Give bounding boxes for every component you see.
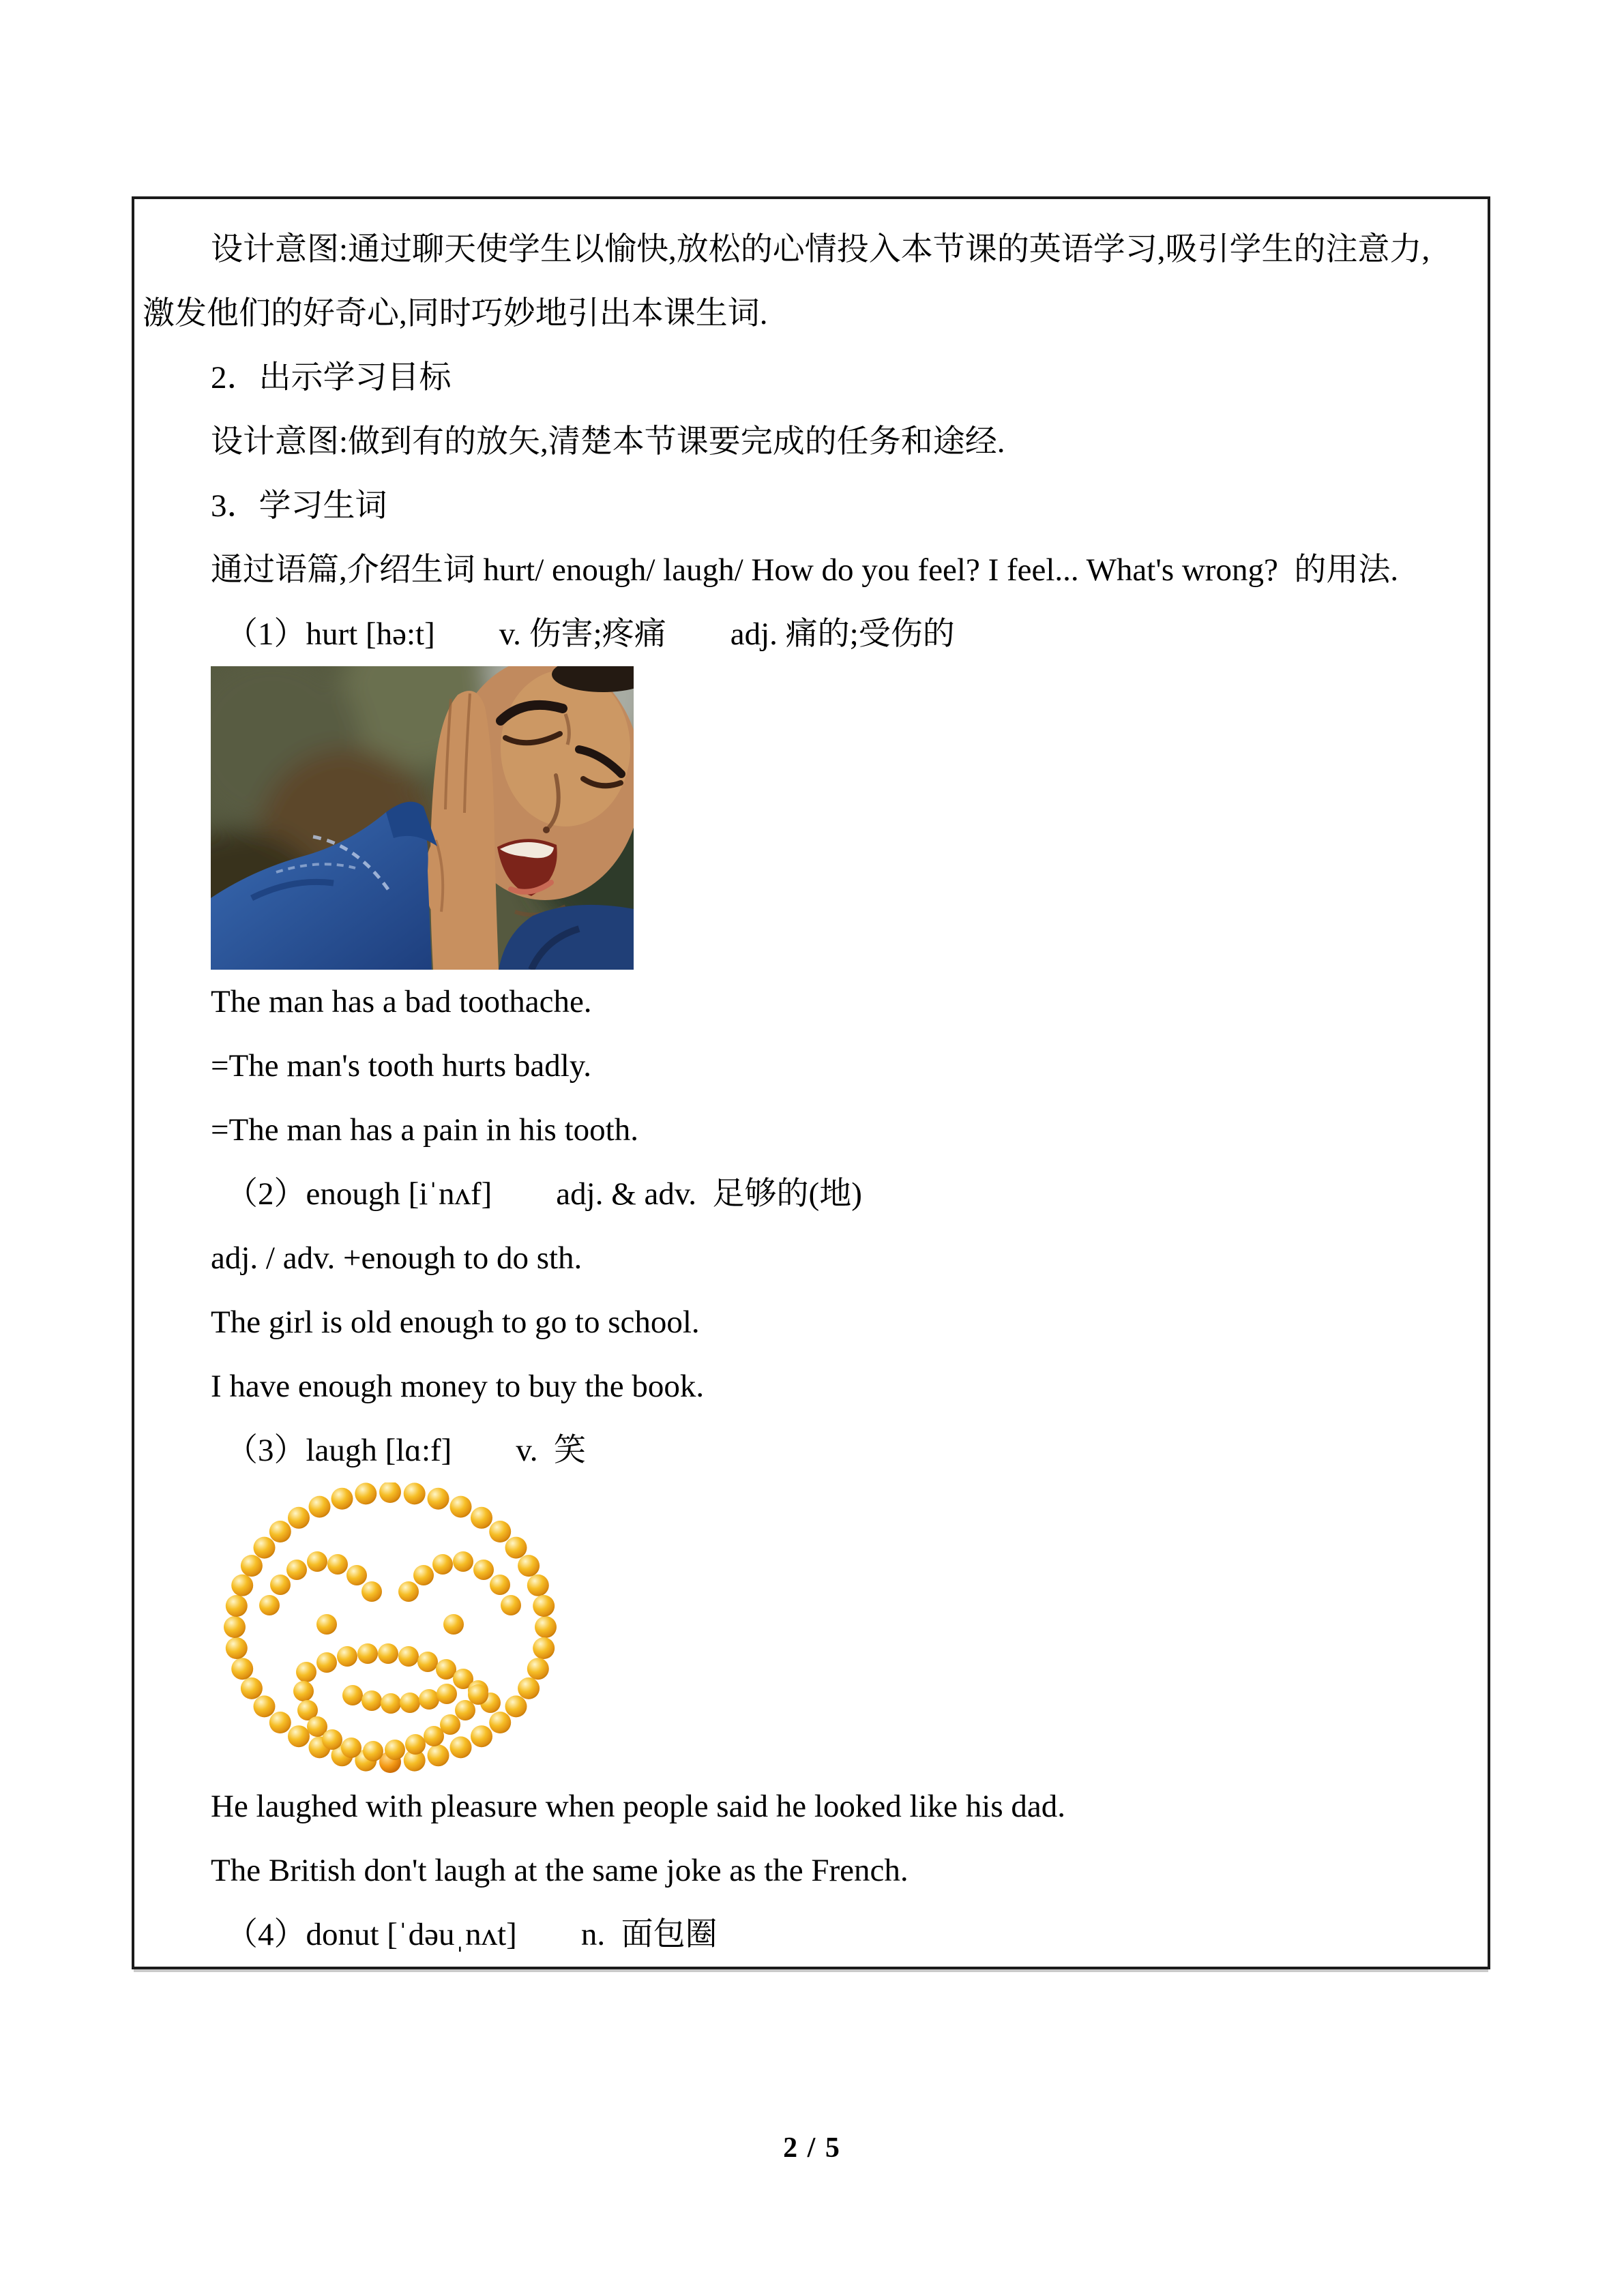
design-intent-line-2: 激发他们的好奇心,同时巧妙地引出本课生词. <box>143 296 768 331</box>
man-with-toothache-photo <box>211 666 634 970</box>
enough-pattern: adj. / adv. +enough to do sth. <box>211 1240 582 1276</box>
page-number: 2 / 5 <box>783 2132 841 2164</box>
step-3-heading: 3．学习生词 <box>211 488 387 524</box>
example-laugh-2: The British don't laugh at the same joke as the French. <box>211 1853 909 1888</box>
word-entry-enough: （2）enough [iˈnʌf] adj. & adv. 足够的(地) <box>226 1176 862 1212</box>
example-toothache-3: =The man has a pain in his tooth. <box>211 1112 638 1148</box>
example-toothache-1: The man has a bad toothache. <box>211 984 592 1019</box>
example-enough-1: The girl is old enough to go to school. <box>211 1304 700 1340</box>
word-entry-laugh: （3）laugh [lɑ:f] v. 笑 <box>226 1433 587 1468</box>
gold-bead-smiley-graphic <box>223 1482 557 1774</box>
vocab-intro: 通过语篇,介绍生词 hurt/ enough/ laugh/ How do you feel? I feel... What's wrong? 的用法. <box>211 552 1399 588</box>
word-entry-donut: （4）donut [ˈdəuˌnʌt] n. 面包圈 <box>226 1917 718 1952</box>
example-toothache-2: =The man's tooth hurts badly. <box>211 1048 591 1084</box>
design-intent-line-1: 设计意图:通过聊天使学生以愉快,放松的心情投入本节课的英语学习,吸引学生的注意力, <box>211 232 1430 267</box>
step-2-heading: 2．出示学习目标 <box>211 360 452 396</box>
step-2-intent: 设计意图:做到有的放矢,清楚本节课要完成的任务和途经. <box>211 424 1005 460</box>
word-entry-hurt: （1）hurt [hə:t] v. 伤害;疼痛 adj. 痛的;受伤的 <box>226 616 955 652</box>
lesson-plan-table-cell <box>132 196 1490 1969</box>
example-enough-2: I have enough money to buy the book. <box>211 1369 705 1404</box>
example-laugh-1: He laughed with pleasure when people said he looked like his dad. <box>211 1789 1065 1824</box>
